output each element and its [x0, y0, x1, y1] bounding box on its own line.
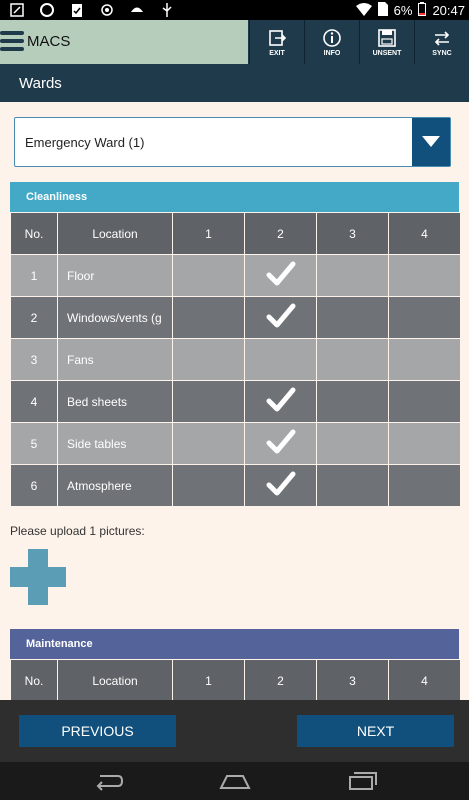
column-header: Location	[58, 213, 173, 255]
cleanliness-table	[10, 212, 461, 507]
app-bar	[0, 20, 469, 64]
score-cell[interactable]	[317, 255, 389, 297]
score-cell[interactable]	[317, 297, 389, 339]
battery-level: 6%	[393, 3, 413, 18]
row-number: 5	[11, 423, 58, 465]
column-header: 4	[389, 213, 461, 255]
column-header: 2	[245, 660, 317, 702]
menu-icon[interactable]	[0, 31, 24, 53]
score-cell[interactable]	[389, 297, 461, 339]
ward-select-toggle[interactable]	[412, 118, 450, 166]
checkmark-icon	[266, 319, 296, 333]
table-row	[11, 465, 461, 507]
score-cell[interactable]	[245, 381, 317, 423]
row-location: Bed sheets	[58, 381, 173, 423]
score-cell[interactable]	[389, 255, 461, 297]
info-button[interactable]	[304, 20, 359, 64]
score-cell[interactable]	[173, 297, 245, 339]
row-number: 4	[11, 381, 58, 423]
status-bar	[0, 0, 469, 20]
score-cell[interactable]	[173, 255, 245, 297]
app-title: MACS	[27, 33, 71, 50]
score-cell[interactable]	[389, 381, 461, 423]
exit-icon	[267, 28, 287, 48]
clipboard-check-icon	[68, 2, 86, 18]
score-cell[interactable]	[245, 423, 317, 465]
battery-icon	[418, 2, 426, 19]
cleanliness-header: Cleanliness	[10, 182, 459, 212]
score-cell[interactable]	[389, 423, 461, 465]
column-header: 1	[173, 660, 245, 702]
clock: 20:47	[432, 3, 465, 18]
column-header: 2	[245, 213, 317, 255]
cleanliness-header-row	[11, 213, 461, 255]
system-nav-bar	[0, 762, 469, 800]
info-icon	[322, 28, 342, 48]
column-header: Location	[58, 660, 173, 702]
table-row	[11, 255, 461, 297]
home-icon[interactable]	[217, 770, 253, 792]
maintenance-table	[10, 659, 461, 702]
score-cell[interactable]	[317, 423, 389, 465]
checkmark-icon	[266, 277, 296, 291]
row-location: Fans	[58, 339, 173, 381]
column-header: No.	[11, 213, 58, 255]
unsent-button[interactable]	[359, 20, 414, 64]
score-cell[interactable]	[245, 255, 317, 297]
row-location: Atmosphere	[58, 465, 173, 507]
refresh-icon	[38, 2, 56, 18]
table-row	[11, 423, 461, 465]
sync-icon	[432, 28, 452, 48]
score-cell[interactable]	[245, 465, 317, 507]
score-cell[interactable]	[173, 465, 245, 507]
checkmark-icon	[266, 445, 296, 459]
score-cell[interactable]	[389, 465, 461, 507]
checkmark-icon	[266, 403, 296, 417]
exit-label: EXIT	[269, 49, 285, 57]
score-cell[interactable]	[173, 381, 245, 423]
chevron-down-icon	[422, 136, 440, 148]
brand	[0, 20, 248, 64]
upload-label: Please upload 1 pictures:	[10, 524, 145, 538]
row-location: Side tables	[58, 423, 173, 465]
column-header: 1	[173, 213, 245, 255]
score-cell[interactable]	[173, 423, 245, 465]
location-target-icon	[98, 2, 116, 18]
table-row	[11, 381, 461, 423]
score-cell[interactable]	[317, 339, 389, 381]
page-title: Wards	[0, 64, 469, 102]
maintenance-header: Maintenance	[10, 629, 459, 659]
plus-icon[interactable]	[10, 549, 66, 605]
usb-icon	[158, 2, 176, 18]
recent-apps-icon[interactable]	[344, 770, 380, 792]
info-label: INFO	[323, 49, 341, 57]
score-cell[interactable]	[389, 339, 461, 381]
back-icon[interactable]	[90, 770, 126, 792]
score-cell[interactable]	[317, 381, 389, 423]
edit-note-icon	[8, 2, 26, 18]
score-cell[interactable]	[245, 297, 317, 339]
table-row	[11, 297, 461, 339]
sim-icon	[378, 2, 388, 19]
row-number: 1	[11, 255, 58, 297]
unsent-icon	[377, 28, 397, 48]
ward-select-value: Emergency Ward (1)	[25, 135, 145, 150]
android-debug-icon	[128, 2, 146, 18]
wifi-icon	[356, 2, 372, 19]
maintenance-header-row	[11, 660, 461, 702]
table-row	[11, 339, 461, 381]
score-cell[interactable]	[317, 465, 389, 507]
score-cell[interactable]	[245, 339, 317, 381]
previous-button[interactable]: PREVIOUS	[19, 715, 176, 747]
unsent-label: UNSENT	[372, 49, 402, 57]
sync-button[interactable]	[414, 20, 469, 64]
row-number: 2	[11, 297, 58, 339]
bottom-bar	[0, 700, 469, 762]
sync-label: SYNC	[432, 49, 452, 57]
row-location: Windows/vents (g	[58, 297, 173, 339]
column-header: 4	[389, 660, 461, 702]
column-header: 3	[317, 213, 389, 255]
ward-select[interactable]	[14, 117, 451, 167]
next-button[interactable]: NEXT	[297, 715, 454, 747]
score-cell[interactable]	[173, 339, 245, 381]
column-header: No.	[11, 660, 58, 702]
exit-button[interactable]	[249, 20, 304, 64]
row-number: 6	[11, 465, 58, 507]
column-header: 3	[317, 660, 389, 702]
row-number: 3	[11, 339, 58, 381]
checkmark-icon	[266, 487, 296, 501]
row-location: Floor	[58, 255, 173, 297]
